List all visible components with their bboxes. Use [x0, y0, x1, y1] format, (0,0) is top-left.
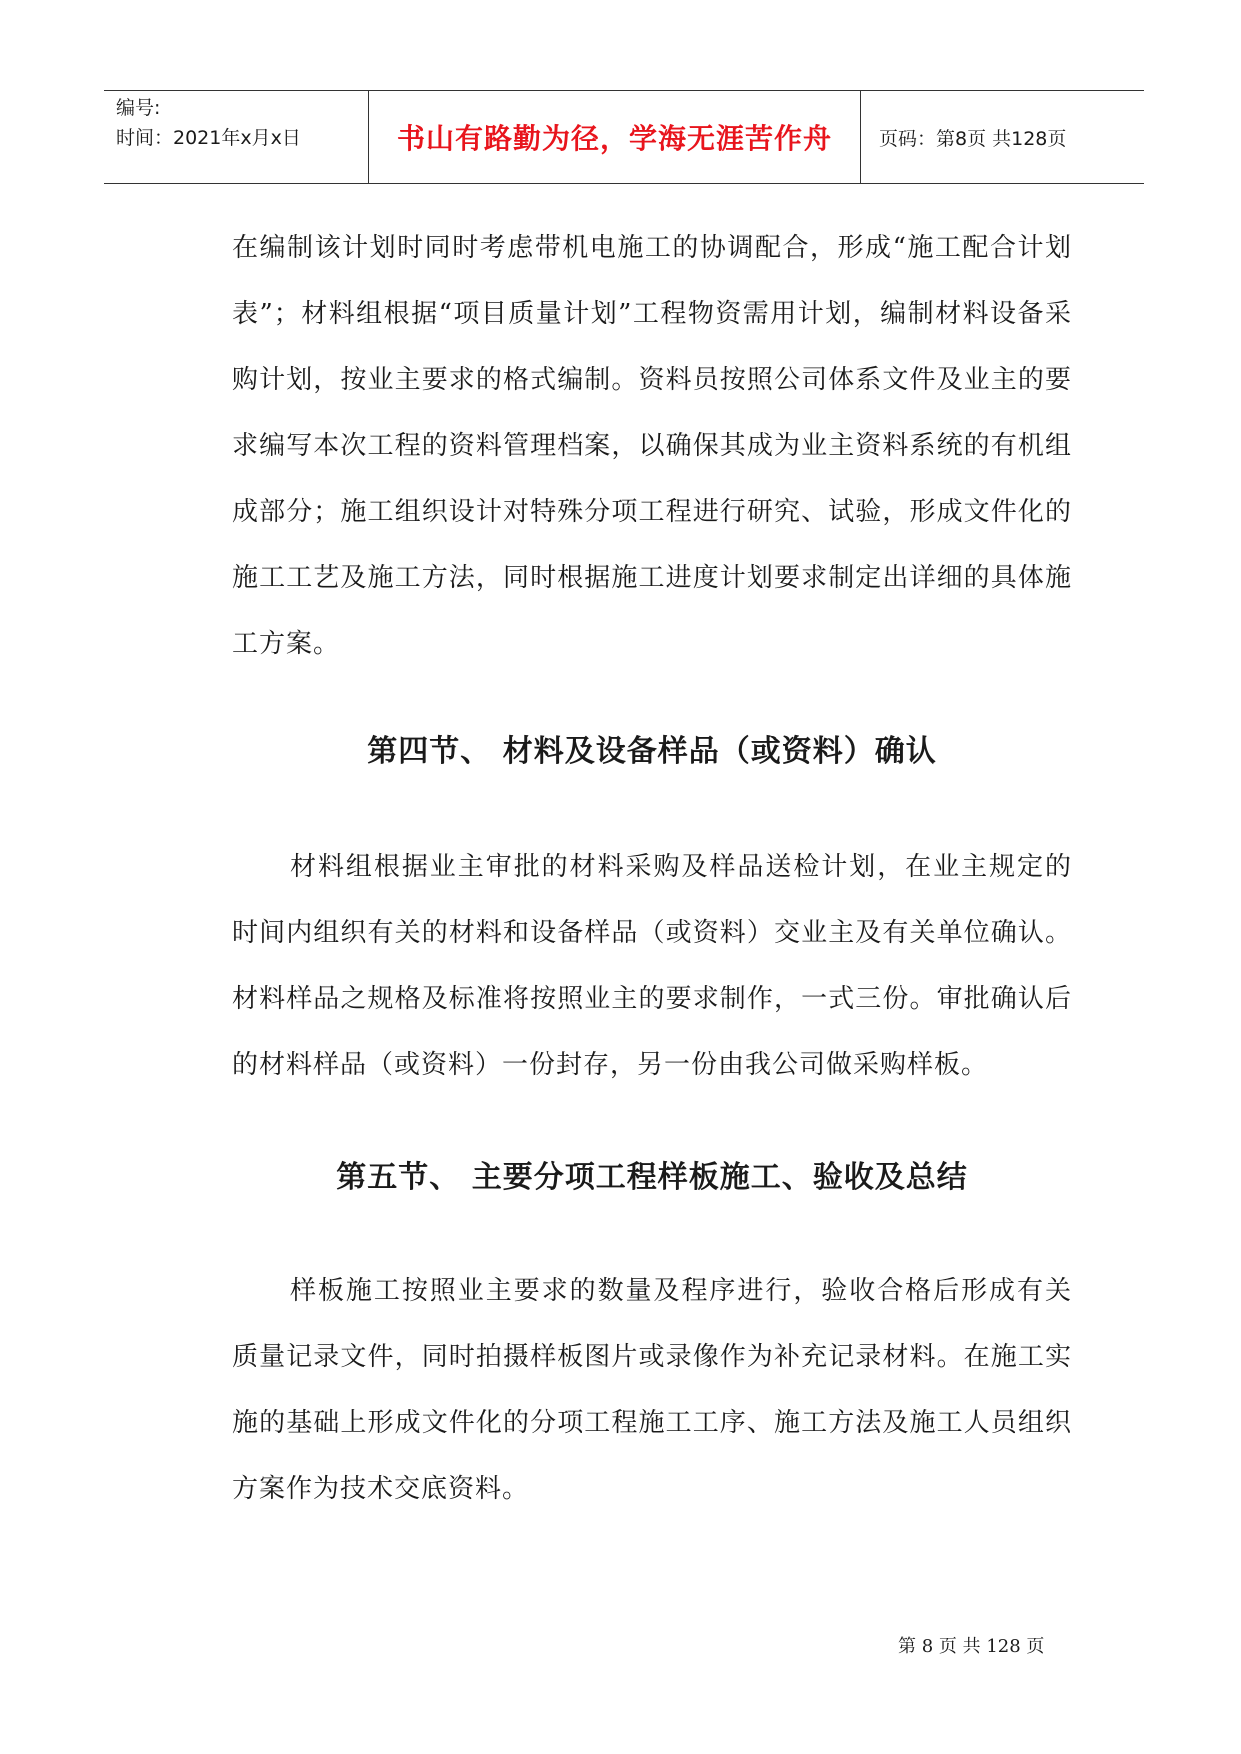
page-footer: 第 8 页 共 128 页	[898, 1636, 1045, 1657]
header-meta-cell	[104, 91, 368, 183]
header-page-code: 页码：第8页 共128页	[879, 127, 1067, 150]
header-page-cell	[861, 91, 1144, 183]
header-motto-cell	[368, 91, 861, 183]
header-motto: 书山有路勤为径，学海无涯苦作舟	[396, 122, 832, 155]
body-paragraph-2: 材料组根据业主审批的材料采购及样品送检计划，在业主规定的时间内组织有关的材料和设备样品（或资料）交业主及有关单位确认。材料样品之规格及标准将按照业主的要求制作，一式三份。审批确认后的材料样品（或资料）一份封存，另一份由我公司做采购样板。	[232, 852, 1072, 1080]
body-paragraph-3: 样板施工按照业主要求的数量及程序进行，验收合格后形成有关质量记录文件，同时拍摄样板图片或录像作为补充记录材料。在施工实施的基础上形成文件化的分项工程施工工序、施工方法及施工人员组织方案作为技术交底资料。	[232, 1276, 1072, 1504]
section-heading-5: 第五节、 主要分项工程样板施工、验收及总结	[336, 1160, 968, 1195]
document-time-label: 时间：2021年x月x日	[116, 127, 301, 149]
body-paragraph-1: 在编制该计划时同时考虑带机电施工的协调配合，形成“施工配合计划表”；材料组根据“项目质量计划”工程物资需用计划，编制材料设备采购计划，按业主要求的格式编制。资料员按照公司体系文件及业主的要求编写本次工程的资料管理档案，以确保其成为业主资料系统的有机组成部分；施工组织设计对特殊分项工程进行研究、试验，形成文件化的施工工艺及施工方法，同时根据施工进度计划要求制定出详细的具体施工方案。	[232, 233, 1072, 659]
page-header	[104, 90, 1144, 184]
section-heading-4: 第四节、 材料及设备样品（或资料）确认	[367, 734, 937, 769]
document-code-label: 编号:	[116, 97, 161, 119]
document-body	[232, 215, 1072, 1522]
